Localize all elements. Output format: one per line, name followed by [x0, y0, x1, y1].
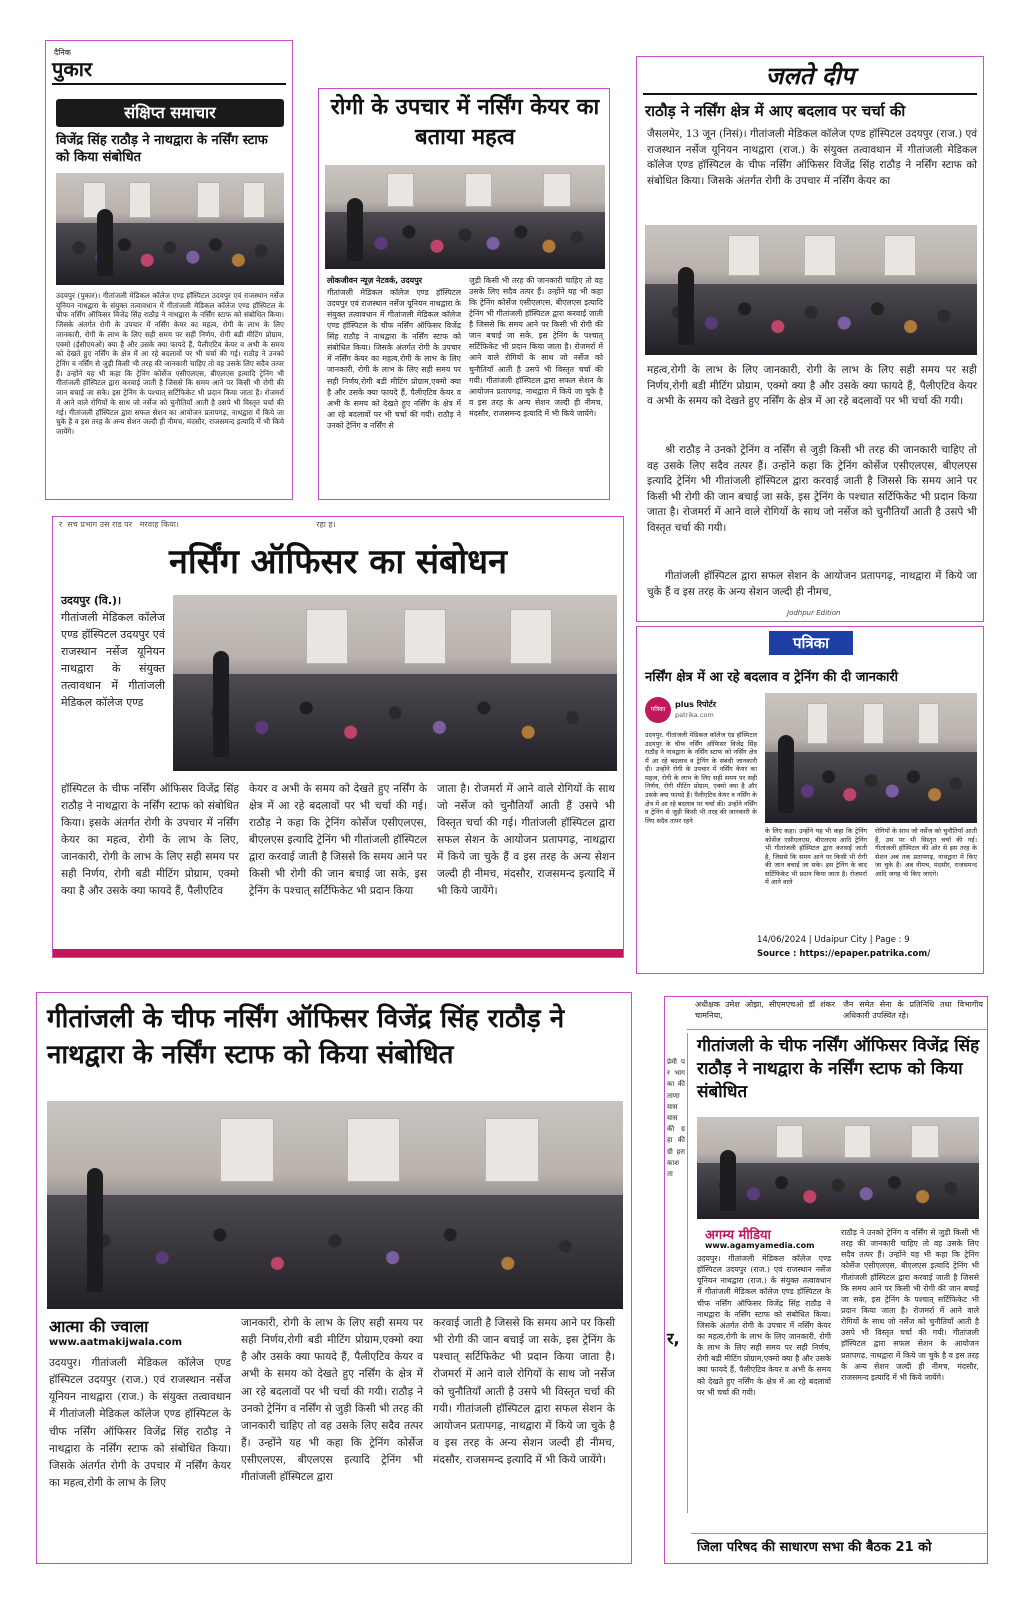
- agamya-headline: गीतांजली के चीफ नर्सिंग ऑफिसर विजेंद्र सिंह राठौड़ ने नाथद्वारा के नर्सिंग स्टाफ को किया संबोधित: [697, 1036, 980, 1102]
- agamya-col1: उदयपुर। गीतांजली मेडिकल कॉलेज एण्ड हॉस्पिटल उदयपुर (राज.) एवं राजस्थान नर्सेज यूनियन नाथद्वारा (राज.) के संयुक्त तत्वावधान में गीतांजली मेडिकल कॉलेज एण्ड हॉस्पिटल के चीफ नर्सिंग ऑफिसर विजेंद्र सिंह राठौड़ ने नाथद्वारा के नर्सिंग स्टाफ को संबोधित किया। जिसके अंतर्गत रोगी के उपचार में नर्सिंग केयर का महत्व,रोगी के लाभ के लिए जानकारी, रोगी के लाभ के लिए सही समय पर सही निर्णय, रोगी बडी मीटिंग प्रोग्राम,एक्मो क्या है और उसके क्या फायदे हैं, पैलीएटिव केयर व अभी के समय को देखते हुए नर्सिंग के क्षेत्र में आ रहे बदलावों पर भी चर्चा की गयी।: [697, 1254, 831, 1397]
- agamya-site: www.agamyamedia.com: [705, 1241, 815, 1250]
- jaltedeep-para1: जैसलमेर, 13 जून (निसं)। गीतांजली मेडिकल कॉलेज एण्ड हॉस्पिटल उदयपुर (राज.) एवं राजस्थान नर्सेज यूनियन नाथद्वारा (राज.) के संयुक्त तत्वावधान में गीतांजली मेडिकल कॉलेज एण्ड हॉस्पिटल के चीफ नर्सिंग ऑफिसर विजेंद्र सिंह राठौड़ ने नर्सिंग स्टाफ को संबोधित किया। जिसके अंतर्गत रोगी के उपचार में नर्सिंग केयर का: [647, 128, 977, 187]
- clipping-pukar: [45, 40, 293, 500]
- aatma-site: www.aatmakijwala.com: [49, 1337, 183, 1348]
- agamya-photo: [697, 1117, 979, 1219]
- nursing-officer-headline: नर्सिंग ऑफिसर का संबोधन: [169, 542, 507, 582]
- pukar-headline: विजेंद्र सिंह राठौड़ ने नाथद्वारा के नर्सिंग स्टाफ को किया संबोधित: [56, 133, 268, 165]
- jaltedeep-para3: श्री राठौड़ ने उनको ट्रेनिंग व नर्सिंग से जुड़ी किसी भी तरह की जानकारी चाहिए तो वह उसके लिए सदैव तत्पर हैं। उन्होंने कहा कि ट्रेनिंग कोर्सेज एसीएलएस, बीएलएस इत्यादि ट्रेनिंग भी गीतांजली हॉस्पिटल द्वारा करवाई जाती है जिससे कि समय आने पर किसी भी रोगी की जान बचाई जा सके, इस ट्रेनिंग के पश्चात सर्टिफिकेट भी प्रदान किया जाता है। रोजमर्रा में आने वाले रोगियों के साथ जो नर्सेज को चुनौतियाँ आती है उसपे भी विस्तृत चर्चा की गयी।: [647, 444, 977, 535]
- clipping-patrika: [636, 626, 984, 974]
- lokjeevan-col2: जुड़ी किसी भी तरह की जानकारी चाहिए तो वह उसके लिए सदैव तत्पर हैं। उन्होंने यह भी कहा कि ट्रेनिंग कोर्सेज एसीएलएस, बीएलएस इत्यादि ट्रेनिंग भी गीतांजली हॉस्पिटल द्वारा करवाई जाती है जिससे कि समय आने पर किसी भी रोगी की जान बचाई जा सके, इस ट्रेनिंग के पश्चात् सर्टिफिकेट भी प्रदान किया जाता है। रोजमर्रा में आने वाले रोगियों के साथ जो नर्सेज को चुनौतियाँ आती है उसपे भी विस्तृत चर्चा की गयी। गीतांजली हॉस्पिटल द्वारा सफल सेशन के आयोजन प्रतापगढ़, नाथद्वारा में किये जा चुके है व इस तरह के अन्य सेशन जल्दी ही नीमच, मंदसौर, राजसमन्द इत्यादि में भी किये जायेंगे।: [469, 276, 603, 418]
- aatma-col1: उदयपुर। गीतांजली मेडिकल कॉलेज एण्ड हॉस्पिटल उदयपुर (राज.) एवं राजस्थान नर्सेज यूनियन नाथद्वारा (राज.) के संयुक्त तत्वावधान में गीतांजली मेडिकल कॉलेज एण्ड हॉस्पिटल के चीफ नर्सिंग ऑफिसर विजेंद्र सिंह राठौड़ ने नाथद्वारा के नर्सिंग स्टाफ को संबोधित किया। जिसके अंतर्गत रोगी के उपचार में नर्सिंग केयर का महत्व,रोगी के लाभ के लिए: [49, 1357, 231, 1490]
- nursing-officer-bottom-bar: [53, 949, 623, 957]
- jaltedeep-para4: गीतांजली हॉस्पिटल द्वारा सफल सेशन के आयोजन प्रतापगढ़, नाथद्वारा में किये जा चुके हैं व इस तरह के अन्य सेशन जल्दी ही नीमच,: [647, 570, 977, 598]
- pukar-masthead-small: दैनिक: [54, 48, 71, 57]
- aatma-photo: [47, 1101, 623, 1309]
- nursing-officer-col1: हॉस्पिटल के चीफ नर्सिंग ऑफिसर विजेंद्र सिंह राठौड़ ने नाथद्वारा के नर्सिंग स्टाफ को संबोधित किया। इसके अंतर्गत रोगी के उपचार में नर्सिंग केयर का महत्व, रोगी के लाभ के लिए, जानकारी, रोगी के लाभ के लिए सही समय पर सही निर्णय, रोगी बडी मीटिंग प्रोग्राम, एक्मो क्या है और उसके क्या फायदे हैं, पैलीएटिव: [61, 783, 239, 897]
- jaltedeep-masthead: जलते दीप: [765, 62, 855, 90]
- patrika-headline: नर्सिंग क्षेत्र में आ रहे बदलाव व ट्रेनिंग की दी जानकारी: [645, 670, 899, 685]
- jaltedeep-edition: Jodhpur Edition: [787, 609, 841, 617]
- lokjeevan-headline: रोगी के उपचार में नर्सिंग केयर का बताया महत्व: [330, 95, 600, 150]
- clipping-agamya: [664, 996, 988, 1564]
- patrika-col3: रोगियों के साथ जो नर्सेज को चुनौतियाँ आती हैं, उस पर भी विस्तृत चर्चा की गई। गीतांजली हॉस्पिटल की ओर से इस तरह के सेशन अब तक प्रतापगढ़, नाथद्वारा में किए जा चुके हैं। अब नीमच, मंदसौर, राजसमन्द आदि जगह भी किए जाएंगे।: [875, 827, 977, 878]
- pukar-body: उदयपुर (पुकार)। गीतांजली मेडिकल कॉलेज एण्ड हॉस्पिटल उदयपुर एवं राजस्थान नर्सेज यूनियन नाथद्वारा के संयुक्त तत्वावधान में गीतांजली मेडिकल कॉलेज एण्ड हॉस्पिटल के चीफ नर्सिंग ऑफिसर विजेंद्र सिंह राठौड़ ने नाथद्वारा के नर्सिंग स्टाफ को संबोधित किया। जिसके अंतर्गत रोगी के उपचार में नर्सिंग केयर का महत्व, रोगी के लाभ के लिए जानकारी, रोगी के लाभ के लिए सही समय पर सही निर्णय, रोगी बडी मीटिंग प्रोग्राम, एक्मो (ईसीएमओ) क्या है और उसके क्या फायदे हैं, पैलीएटिव केयर व अभी के समय को देखते हुए नर्सिंग के क्षेत्र में आ रहे बदलावों पर भी चर्चा की गई। राठौड़ ने उनको ट्रेनिंग व नर्सिंग से जुड़ी किसी भी तरह की जानकारी चाहिए तो वह उसके लिए सदैव तत्पर हैं। उन्होंने यह भी कहा कि ट्रेनिंग कोर्सेज एसीएलएस, बीएलएस इत्यादि ट्रेनिंग भी गीतांजली हॉस्पिटल द्वारा करवाई जाती है जिससे कि समय आने पर किसी भी रोगी की जान बचाई जा सके। इस ट्रेनिंग के पश्चात् सर्टिफिकेट भी प्रदान किया जाता है। रोजमर्रा में आने वाले रोगियों के साथ जो नर्सेज को चुनौतियाँ आती है उसपे भी विस्तृत चर्चा की गई। गीतांजली हॉस्पिटल द्वारा सफल सेशन का आयोजन प्रतापगढ़, नाथद्वारा में किये जा चुके है व इस तरह के अन्य सेशन जल्दी ही नीमच, मंदसौर, राजसमन्द इत्यादि में भी किये जायेंगे।: [56, 291, 284, 437]
- agamya-logo: अगम्य मीडिया: [705, 1228, 771, 1243]
- aatma-headline: गीतांजली के चीफ नर्सिंग ऑफिसर विजेंद्र सिंह राठौड़ ने नाथद्वारा के नर्सिंग स्टाफ को किया संबोधित: [47, 1004, 565, 1071]
- agamya-strip-right: जैन समेत सेना के प्रतिनिधि तथा विभागीय अधिकारी उपस्थित रहे।: [843, 1000, 983, 1021]
- patrika-source: Source : https://epaper.patrika.com/: [757, 949, 931, 959]
- agamya-footer-headline: जिला परिषद की साधारण सभा की बैठक 21 को: [697, 1540, 932, 1555]
- patrika-col2: के लिए कहा। उन्होंने यह भी कहा कि ट्रेनिंग कोर्सेज एसीएलएस, बीएलएस आदि ट्रेनिंग भी गीतांजली हॉस्पिटल द्वारा करवाई जाती है, जिससे कि समय आने पर किसी भी रोगी की जान बचाई जा सके। इस ट्रेनिंग के बाद सर्टिफिकेट भी प्रदान किया जाता है। रोजमर्रा में आने वाले: [765, 827, 867, 887]
- aatma-logo: आत्मा की ज्वाला: [49, 1317, 149, 1336]
- lokjeevan-byline: लोकजीवन न्यूज़ नेटवर्क, उदयपुर: [327, 276, 423, 285]
- patrika-site: patrika.com: [675, 711, 714, 719]
- clipping-lokjeevan: [318, 88, 610, 500]
- agamya-col2: राठौड़ ने उनको ट्रेनिंग व नर्सिंग से जुड़ी किसी भी तरह की जानकारी चाहिए तो वह उसके लिए सदैव तत्पर हैं। उन्होंने यह भी कहा कि ट्रेनिंग कोर्सेज एसीएलएस, बीएलएस इत्यादि ट्रेनिंग भी गीतांजली हॉस्पिटल द्वारा करवाई जाती है जिससे कि समय आने पर किसी भी रोगी की जान बचाई जा सके, इस ट्रेनिंग के पश्चात् सर्टिफिकेट भी प्रदान किया जाता है। रोजमर्रा में आने वाले रोगियों के साथ जो नर्सेज को चुनौतियाँ आती है उसपे भी विस्तृत चर्चा की गयी। गीतांजली हॉस्पिटल द्वारा सफल सेशन के आयोजन प्रतापगढ़, नाथद्वारा में किये जा चुके है व इस तरह के अन्य सेशन जल्दी ही नीमच, मंदसौर, राजसमन्द इत्यादि में भी किये जायेंगे।: [841, 1228, 979, 1382]
- nursing-officer-photo: [173, 595, 617, 771]
- nursing-officer-dateline: उदयपुर (वि.)।: [61, 594, 122, 607]
- aatma-col3: करवाई जाती है जिससे कि समय आने पर किसी भी रोगी की जान बचाई जा सके, इस ट्रेनिंग के पश्चात् सर्टिफिकेट भी प्रदान किया जाता है। रोजमर्रा में आने वाले रोगियों के साथ जो नर्सेज को चुनौतियाँ आती है उसपे भी विस्तृत चर्चा की गयी। गीतांजली हॉस्पिटल द्वारा सफल सेशन के आयोजन प्रतापगढ़, नाथद्वारा में किये जा चुके है व इस तरह के अन्य सेशन जल्दी ही नीमच, मंदसौर, राजसमन्द इत्यादि में भी किये जायेंगे।: [433, 1317, 615, 1467]
- clipping-jaltedeep: [636, 56, 984, 622]
- patrika-col1: उदयपुर. गीतांजली मेडिकल कॉलेज एंड हॉस्पिटल उदयपुर के चीफ नर्सिंग ऑफिसर विजेंद्र सिंह राठौड़ ने नाथद्वारा के नर्सिंग स्टाफ को नर्सिंग क्षेत्र में आ रहे बदलाव व ट्रेनिंग के संबंधी जानकारी दी। उन्होंने रोगी के उपचार में नर्सिंग केयर का महत्व, रोगी के लाभ के लिए सही समय पर सही निर्णय, रोगी मीटिंग प्रोग्राम, एक्मो क्या है और उसके क्या फायदे हैं। पैलीएटिव केयर व नर्सिंग के क्षेत्र में आ रहे बदलाव पर चर्चा की। उन्होंने नर्सिंग व ट्रेनिंग से जुड़ी किसी भी तरह की जानकारी के लिए सदैव तत्पर रहने: [645, 731, 757, 825]
- patrika-photo: [765, 693, 977, 823]
- pukar-section-label: संक्षिप्त समाचार: [56, 99, 284, 127]
- agamya-strip-left: अधीक्षक उमेश ओझा, सीएमएचओ डॉ शंकर चामनिया,: [695, 1000, 835, 1021]
- agamya-side-fragments: प्रेमी पर भाग का की ताणा यास यास की ग्रहा की ग्री हरा काश ता: [667, 1058, 685, 1178]
- patrika-plus: plus रिपोर्टर: [675, 700, 716, 709]
- lokjeevan-col1: गीतांजली मेडिकल कॉलेज एण्ड हॉस्पिटल उदयपुर एवं राजस्थान नर्सेज यूनियन नाथद्वारा के संयुक्त तत्वावधान में गीतांजली मेडिकल कॉलेज एण्ड हॉस्पिटल के चीफ नर्सिंग ऑफिसर विजेंद्र सिंह राठौड़ ने नाथद्वारा के नर्सिंग स्टाफ को संबोधित किया। जिसके अंतर्गत रोगी के उपचार में नर्सिंग केयर का महत्व,रोगी के लाभ के लिए जानकारी, रोगी के लाभ के लिए सही समय पर सही निर्णय,रोगी बडी मीटिंग प्रोग्राम,एक्मो क्या है और उसके क्या फायदे हैं, पैलीएटिव केयर व अभी के समय को देखते हुए नर्सिंग के क्षेत्र में आ रहे बदलावों पर भी चर्चा की गयी। राठौड़ ने उनको ट्रेनिंग व नर्सिंग से: [327, 288, 461, 430]
- clipping-aatma: [36, 992, 632, 1564]
- agamya-side-bottom: र,: [667, 1329, 680, 1348]
- clipping-nursing-officer: [52, 516, 624, 958]
- jaltedeep-para2: महत्व,रोगी के लाभ के लिए जानकारी, रोगी के लाभ के लिए सही समय पर सही निर्णय,रोगी बडी मीटिंग प्रोग्राम, एक्मो क्या है और उसके क्या फायदे हैं, पैलीएटिव केयर व अभी के समय को देखते हुए नर्सिंग के क्षेत्र में आ रहे बदलावों पर भी चर्चा की गयी।: [647, 364, 977, 408]
- patrika-dateline: 14/06/2024 | Udaipur City | Page : 9: [757, 935, 910, 945]
- nursing-officer-col3: जाता है। रोजमर्रा में आने वाले रोगियों के साथ जो नर्सेज को चुनौतियाँ आती हैं उसपे भी विस्तृत चर्चा की गई। गीतांजली हॉस्पिटल द्वारा सफल सेशन के आयोजन प्रतापगढ़, नाथद्वारा में किये जा चुके हैं व इस तरह के अन्य सेशन जल्दी ही नीमच, मंदसौर, राजसमन्द इत्यादि में भी किये जायेंगे।: [437, 783, 615, 897]
- aatma-col2: जानकारी, रोगी के लाभ के लिए सही समय पर सही निर्णय,रोगी बडी मीटिंग प्रोग्राम,एक्मो क्या है और उसके क्या फायदे हैं, पैलीएटिव केयर व अभी के समय को देखते हुए नर्सिंग के क्षेत्र में आ रहे बदलावों पर भी चर्चा की गयी। राठौड़ ने उनको ट्रेनिंग व नर्सिंग से जुड़ी किसी भी तरह की जानकारी चाहिए तो वह उसके लिए सदैव तत्पर हैं। उन्होंने यह भी कहा कि ट्रेनिंग कोर्सेज एसीएलएस, बीएलएस इत्यादि ट्रेनिंग भी गीतांजली हॉस्पिटल द्वारा: [241, 1317, 423, 1484]
- jaltedeep-photo: [645, 225, 977, 355]
- pukar-photo: [56, 173, 284, 285]
- jaltedeep-headline: राठौड़ ने नर्सिंग क्षेत्र में आए बदलाव पर चर्चा की: [645, 102, 906, 120]
- nursing-officer-lead: गीतांजली मेडिकल कॉलेज एण्ड हॉस्पिटल उदयपुर एवं राजस्थान नर्सेज यूनियन नाथद्वारा के संयुक्त तत्वावधान में गीतांजली मेडिकल कॉलेज एण्ड: [61, 611, 165, 710]
- nursing-officer-col2: केयर व अभी के समय को देखते हुए नर्सिंग के क्षेत्र में आ रहे बदलावों पर भी चर्चा की गई। राठौड़ ने कहा कि ट्रेनिंग कोर्सेज एसीएलएस, बीएलएस इत्यादि ट्रेनिंग भी गीतांजली हॉस्पिटल द्वारा करवाई जाती है जिससे कि समय आने पर किसी भी रोगी की जान बचाई जा सके, इस ट्रेनिंग के पश्चात् सर्टिफिकेट भी प्रदान किया: [249, 783, 427, 897]
- nursing-officer-strip-top: र सच प्रभाग उस राड पर मरवाह किया। रहा ह।: [59, 520, 336, 529]
- patrika-badge: पत्रिका: [645, 697, 671, 723]
- patrika-masthead: पत्रिका: [769, 631, 853, 655]
- lokjeevan-photo: [325, 165, 605, 269]
- pukar-masthead: पुकार: [52, 57, 93, 81]
